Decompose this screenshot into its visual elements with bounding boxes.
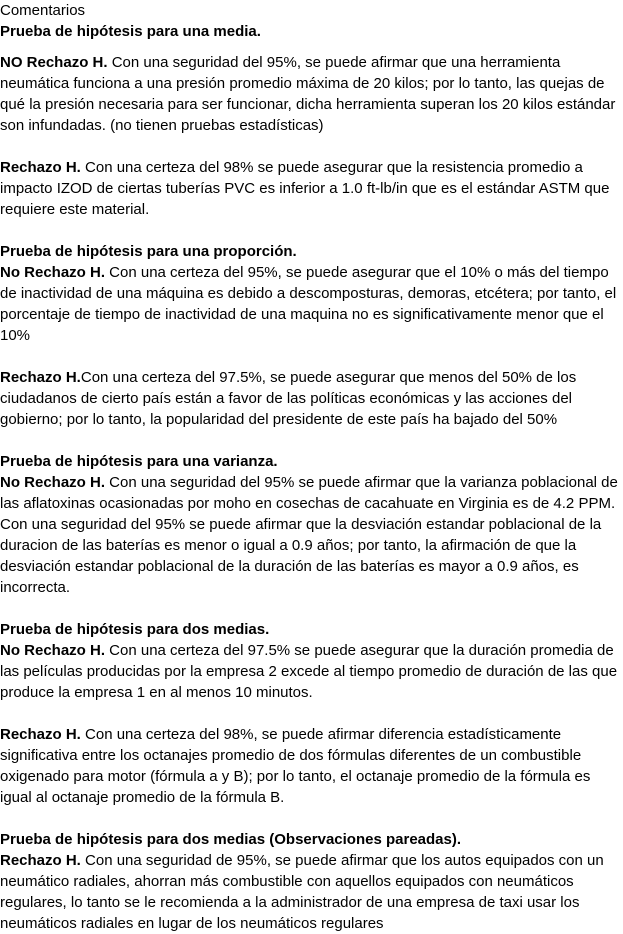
- section-heading-pareadas: Prueba de hipótesis para dos medias (Observaciones pareadas).: [0, 831, 462, 848]
- paragraph-text: Con una certeza del 97.5%, se puede asegurar que menos del 50% de los ciudadanos de cierto país están a favor de las políticas económicas y las acciones del gobierno; por lo tanto, la popularidad del presidente de este país ha bajado del 50%: [0, 369, 577, 428]
- paragraph-dos-medias-2: [0, 724, 623, 808]
- result-label: NO Rechazo H.: [0, 54, 108, 71]
- paragraph-text: Con una certeza del 98% se puede asegurar que la resistencia promedio a impacto IZOD de ciertas tuberías PVC es inferior a 1.0 ft-lb/in que es el estándar ASTM que requiere este material.: [0, 159, 610, 218]
- paragraph-text: Con una certeza del 98%, se puede afirmar diferencia estadísticamente significativa entre los octanajes promedio de dos fórmulas diferentes de un combustible oxigenado para motor (fórmula a y B); por lo tanto, el octanaje promedio de la fórmula es igual al octanaje promedio de la fórmula B.: [0, 726, 591, 806]
- result-label: Rechazo H.: [0, 369, 81, 386]
- paragraph-varianza-1: [0, 472, 623, 514]
- result-label: Rechazo H.: [0, 726, 81, 743]
- section-heading-media: Prueba de hipótesis para una media.: [0, 23, 261, 40]
- paragraph-text: Con una seguridad del 95% se puede afirmar que la varianza poblacional de las aflatoxinas ocasionadas por moho en cosechas de cacahuate en Virginia es de 4.2 PPM.: [0, 474, 618, 512]
- result-label: Rechazo H.: [0, 159, 81, 176]
- paragraph-dos-medias-1: [0, 640, 623, 703]
- paragraph-proporcion-1: [0, 262, 623, 346]
- paragraph-pareadas-1: [0, 850, 623, 934]
- paragraph-varianza-2: Con una seguridad del 95% se puede afirmar que la desviación estandar poblacional de la duracion de las baterías es menor o igual a 0.9 años; por tanto, la afirmación de que la desviación estandar poblacional de la duración de las baterías es mayor a 0.9 años, es incorrecta.: [0, 516, 602, 596]
- paragraph-text: Con una certeza del 97.5% se puede asegurar que la duración promedia de las películas producidas por la empresa 2 excede al tiempo promedio de duración de las que produce la empresa 1 en al menos 10 minutos.: [0, 642, 618, 701]
- result-label: Rechazo H.: [0, 852, 81, 869]
- section-heading-proporcion: Prueba de hipótesis para una proporción.: [0, 243, 297, 260]
- result-label: No Rechazo H.: [0, 264, 106, 281]
- paragraph-media-2: [0, 157, 623, 220]
- paragraph-proporcion-2: [0, 367, 623, 430]
- result-label: No Rechazo H.: [0, 474, 106, 491]
- paragraph-text: Con una seguridad del 95%, se puede afirmar que una herramienta neumática funciona a una presión promedio máxima de 20 kilos; por lo tanto, las quejas de qué la presión necesaria para ser funcionar, dicha herramienta superan los 20 kilos estándar son infundadas. (no tienen pruebas estadísticas): [0, 54, 616, 134]
- paragraph-media-1: [0, 52, 623, 136]
- section-heading-varianza: Prueba de hipótesis para una varianza.: [0, 453, 278, 470]
- paragraph-text: Con una seguridad de 95%, se puede afirmar que los autos equipados con un neumático radiales, ahorran más combustible con aquellos equipados con neumáticos regulares, lo tanto se le recomienda a la administrador de una empresa de taxi usar los neumáticos radiales en lugar de los neumáticos regulares: [0, 852, 604, 932]
- paragraph-text: Con una certeza del 95%, se puede asegurar que el 10% o más del tiempo de inactividad de una máquina es debido a descomposturas, demoras, etcétera; por tanto, el porcentaje de tiempo de inactividad de una maquina no es significativamente menor que el 10%: [0, 264, 617, 344]
- document-title: Comentarios: [0, 2, 86, 19]
- section-heading-dos-medias: Prueba de hipótesis para dos medias.: [0, 621, 270, 638]
- result-label: No Rechazo H.: [0, 642, 106, 659]
